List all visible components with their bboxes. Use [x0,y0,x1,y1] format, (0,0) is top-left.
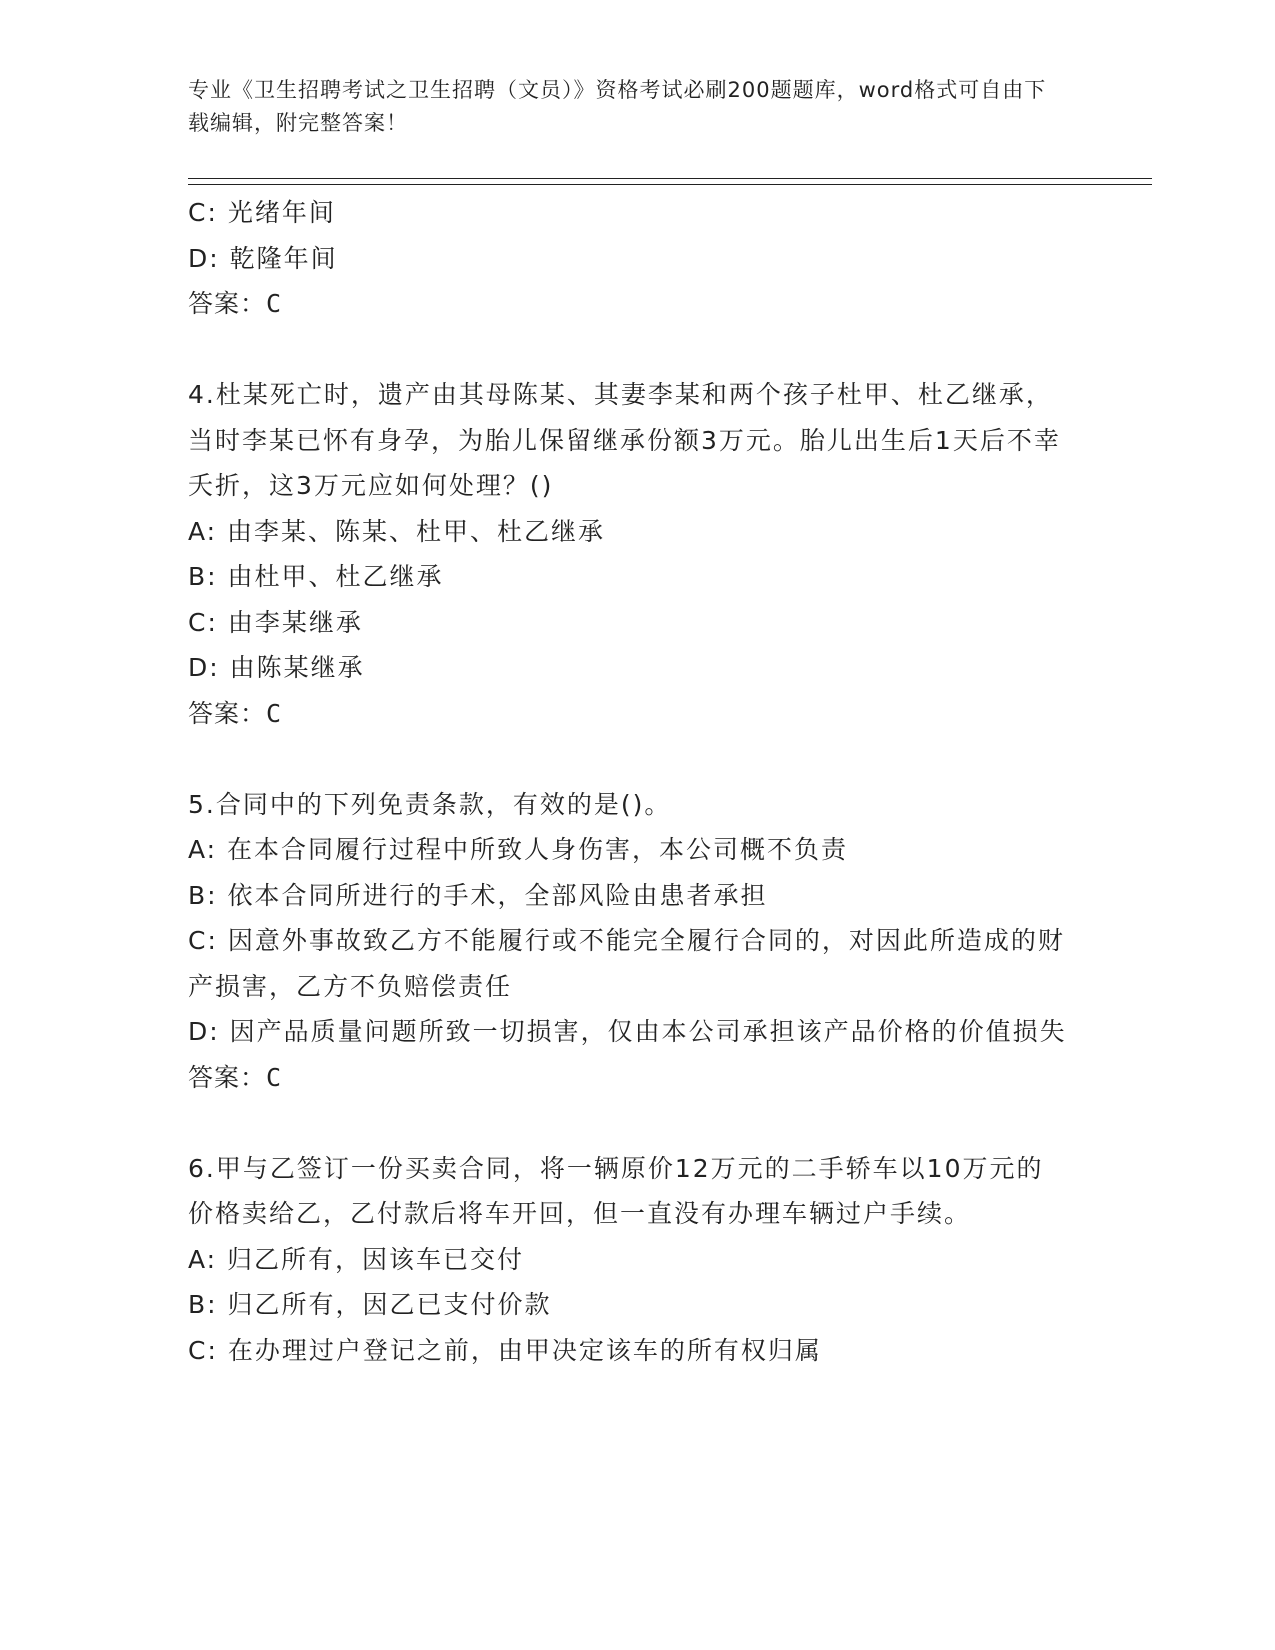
option-c: C: 因意外事故致乙方不能履行或不能完全履行合同的，对因此所造成的财产损害，乙方不负赔偿责任 [188,926,1065,1001]
page-header: 专业《卫生招聘考试之卫生招聘（文员）》资格考试必刷200题题库，word格式可自由下载编辑，附完整答案！ [188,78,1047,135]
option-a: A: 归乙所有，因该车已交付 [188,1244,525,1274]
option-c: C: 光绪年间 [188,198,336,227]
answer-label: 答案：C [188,698,283,728]
question-stem: 5.合同中的下列免责条款，有效的是()。 [188,789,672,819]
header-divider [188,178,1152,185]
option-b: B: 由杜甲、杜乙继承 [188,562,444,591]
option-d: D: 由陈某继承 [188,653,365,682]
question-list [188,190,1068,1373]
option-a: A: 由李某、陈某、杜甲、杜乙继承 [188,516,606,546]
option-a: A: 在本合同履行过程中所致人身伤害，本公司概不负责 [188,835,849,864]
question-stem: 6.甲与乙签订一份买卖合同，将一辆原价12万元的二手轿车以10万元的价格卖给乙，乙付款后将车开回，但一直没有办理车辆过户手续。 [188,1153,1044,1228]
option-d: D: 乾隆年间 [188,243,338,273]
option-c: C: 由李某继承 [188,607,363,637]
answer-label: 答案：C [188,1062,283,1092]
question-stem: 4.杜某死亡时，遗产由其母陈某、其妻李某和两个孩子杜甲、杜乙继承，当时李某已怀有身孕，为胎儿保留继承份额3万元。胎儿出生后1天后不幸夭折，这3万元应如何处理？() [188,380,1061,500]
option-d: D: 因产品质量问题所致一切损害，仅由本公司承担该产品价格的价值损失 [188,1017,1067,1046]
answer-label: 答案：C [188,289,283,318]
option-c: C: 在办理过户登记之前，由甲决定该车的所有权归属 [188,1335,822,1365]
option-b: B: 依本合同所进行的手术，全部风险由患者承担 [188,880,768,910]
option-b: B: 归乙所有，因乙已支付价款 [188,1290,552,1319]
